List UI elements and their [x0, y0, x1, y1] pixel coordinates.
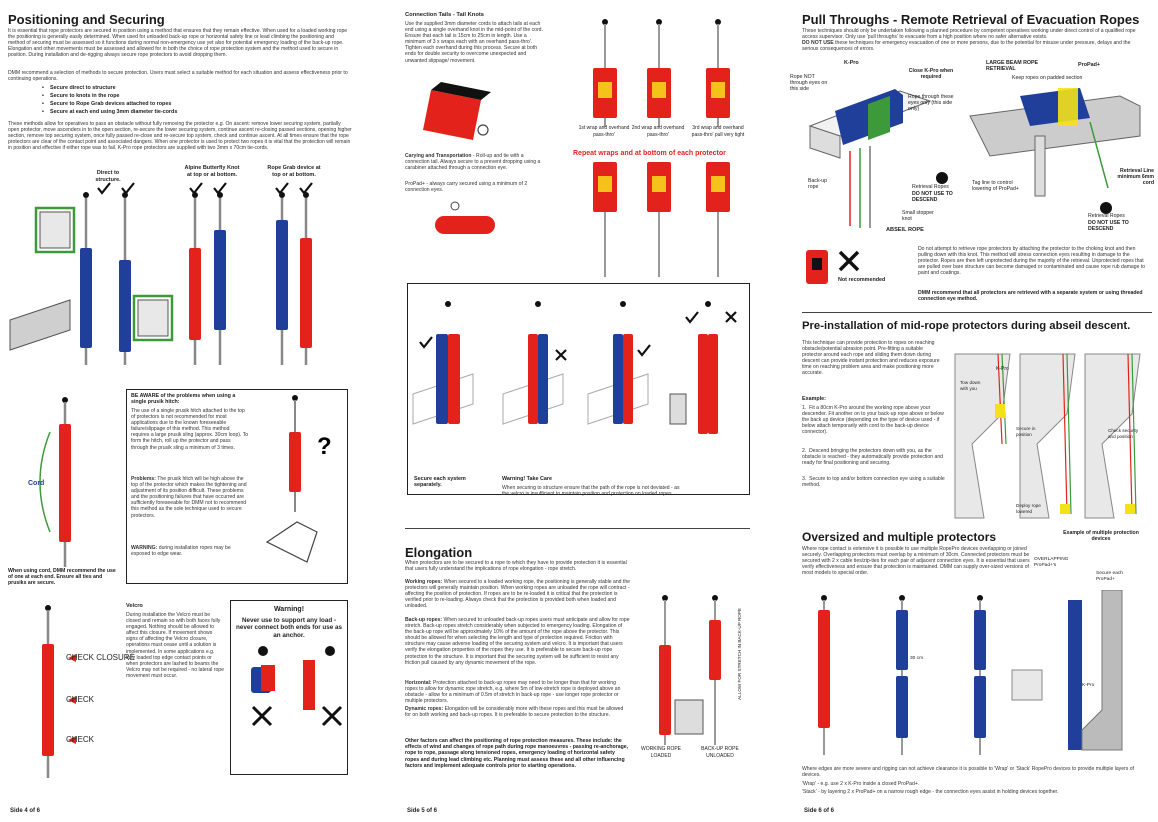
- anchor-warning-illustration: [233, 645, 345, 771]
- pre-installation-title: Pre-installation of mid-rope protectors during abseil descent.: [802, 320, 1131, 332]
- elongation-title: Elongation: [405, 545, 473, 560]
- pre-installation-text: This technique can provide protection to ropes on reaching obstacle/potential abrasion point. Pre-fitting a suitable protector around each rope and sliding them down during descent can provide instant protection and reduces exposure time on reaching problem area and make positioning more accurate.: [802, 340, 940, 377]
- step-2-text: Descend bringing the protectors down with you, as the obstacle is reached - they automatically provide protection and ready for final positioning and securing.: [802, 448, 944, 467]
- choke-knot-text: Do not attempt to retrieve rope protectors by attaching the protector to the choking knot and then pulling down with this knot. This method will stress connection eyes resulting in damage to the protector. Ropes are then left unprotected during the majority of the retrieval. Unprotected ropes that are pulled over bare structure can become damaged or contaminated and cause rope rub damage to paint and coatings.: [918, 246, 1146, 277]
- propad-carry-text: ProPad+ - always carry secured using a minimum of 2 connection eyes.: [405, 181, 528, 194]
- secure-position-label: Secure in position: [1016, 426, 1036, 437]
- method-label-butterfly: Alpine Butterfly Knot at top or at bottom.: [184, 165, 240, 178]
- page-footer: Side 6 of 6: [804, 808, 835, 814]
- horizontal-text: Protection attached to back-up ropes may need to be longer than that for working ropes to allow for dynamic rope stretch, e.g. where 5m of low-stretch rope is deployed above an obstacle - allow for a minimum of 0.5m of stretch in back-up rope - use longer rope protector or multiple protectors.: [405, 680, 621, 705]
- oversized-title: Oversized and multiple protectors: [802, 530, 997, 544]
- anchor-warning-text: Never use to support any load - never connect both ends for use as an anchor.: [235, 617, 343, 639]
- divider: [405, 528, 750, 529]
- multi-kpro-label: K-Pro: [1082, 683, 1095, 688]
- list-item: • Secure to knots in the rope: [38, 92, 177, 100]
- backup-rope-caption: BACK-UP ROPE UNLOADED: [701, 746, 739, 759]
- cord-caption: When using cord, DMM recommend the use of one at each end. Ensure all ties and prusiks are secure.: [8, 568, 116, 587]
- secure-caption: Secure each system separately.: [414, 476, 466, 489]
- check-security-label: Check security and position: [1108, 428, 1139, 439]
- repeat-wraps-label: Repeat wraps and at bottom of each protector: [573, 150, 726, 157]
- tag-line-label: Tag line to control lowering of ProPad+: [972, 180, 1019, 193]
- anchor-warning-box: [230, 600, 348, 775]
- rolled-protector-illustration: [423, 80, 513, 150]
- problems-text: The prusik hitch will be high above the top of the protector which makes the tightening and adjustment of its position difficult. These problems and the positioning failures that have occurred are sufficiently foreseeable for DMM not to recommend this method as the sole technique used to secure protectors.: [131, 476, 247, 519]
- wrap-label-1: 1st wrap and overhand pass-thro': [578, 125, 630, 138]
- small-stopper-label: Small stopper knot: [902, 210, 934, 223]
- prusik-title: BE AWARE of the problems when using a single prusik hitch:: [131, 393, 236, 406]
- abseil-kpro-label: K-Pro: [996, 366, 1009, 372]
- propad-carry-illustration: [425, 196, 515, 256]
- securing-methods-list: [38, 84, 177, 116]
- oversized-text: Where rope contact is extensive it is possible to use multiple RopePro devices overlapping or joined securely. Overlapping protectors must overlap by a minimum of 30cm. Connected protectors must be secured with 2 x cable ties/zip-ties for each pair of adjacent connection eyes. It is essential that users verify effectiveness and ensure that protection is maintained. DMM can supply over-sized versions of most models to special order.: [802, 546, 1030, 577]
- structure-securing-box: [407, 283, 750, 498]
- retrieval-ropes-label: Retrieval Ropes: [1088, 213, 1125, 219]
- do-not-descend-label: DO NOT USE TO DESCEND: [1088, 220, 1129, 232]
- do-not-descend-label: DO NOT USE TO DESCEND: [912, 191, 953, 203]
- check-label: CHECK: [66, 695, 95, 704]
- list-item: • Secure direct to structure: [38, 84, 177, 92]
- tails-title: Connection Tails - Tail Knots: [405, 12, 485, 18]
- rope-through-label: Rope through these eyes only (this side only): [908, 94, 954, 113]
- tails-text: Use the supplied 3mm diameter cords to attach tails at each end using a single overhand knot in the mid-point of the cord. Ensure that each tail is 15cm to 25cm in length. Use a minimum of 3 x wraps each with an overhand pass-thro'. Tighten each overhand during this process. Secure at both ends for double security to overcome unexpected and unwanted slippage/ movement.: [405, 21, 543, 64]
- securing-methods-illustration: [0, 180, 395, 380]
- take-care-title: Warning! Take Care: [502, 476, 553, 482]
- deploy-rope-label: Deploy rope lowered: [1016, 503, 1041, 514]
- warning-text: during installation ropes may be exposed to edge wear.: [131, 545, 231, 558]
- retrieval-ropes-label: Retrieval Ropes: [912, 184, 949, 190]
- velcro-text: During installation the Velcro must be closed and remain so with both faces fully engaged. Nothing should be allowed to affect this closure. If movement shows signs of affecting the Velcro closure, operations must cease until a solution is implemented. In some applications e.g. fully loaded top edge contact points or when protectors are lashed to beams the Velcro may not be required - no lateral rope movement must occur.: [126, 612, 224, 679]
- horizontal-label: Horizontal:: [405, 680, 432, 686]
- prusik-illustration: [247, 392, 345, 580]
- pull-through-title: Pull Throughs - Remote Retrieval of Evacuation Ropes: [802, 12, 1140, 27]
- page-side-6: [790, 0, 1158, 822]
- not-recommended-label: Not recommended: [838, 277, 886, 283]
- list-item: • Secure at each end using 3mm diameter tie-cords: [38, 108, 177, 116]
- velcro-title: Velcro: [126, 603, 143, 609]
- step-2: 2. Descend bringing the protectors down with you, as the obstacle is reached - they automatically provide protection and ready for final positioning and securing.: [802, 448, 944, 467]
- stack-definition: 'Stack' - by layering 2 x ProPad+ on a narrow rough edge - the connection eyes assist in holding devices together.: [802, 789, 1059, 795]
- working-rope-caption: WORKING ROPE LOADED: [641, 746, 682, 759]
- backup-label: Back-up ropes:: [405, 617, 443, 623]
- prusik-text: The use of a single prusik hitch attached to the top of protectors is not recommended for most applications due to the known foreseeable failure/slippage of this method. This method requires a large prusik sling (approx. 30cm loop). To form the hitch, roll up the protector and pass through the prusik sling a minimum of 3 times.: [131, 408, 249, 451]
- obstacle-text: These methods allow for operatives to pass an obstacle without fully removing the protector e.g. On ascent: remove lower securing system, partially open protector, move ascenders in to the open section, re-secure the lower securing system, continue ascent re-closing passed sections, opening higher section, remove top securing system, once fully passed re-close and re-secure top system, check and continue ascent. At all times ensure that the rope protectors are clear of the contact point and associated dangers. When one protector is used to protect two ropes it is vital that the protection will remain in position and effective if either rope was to fail. K-Pro rope protectors are supplied with two 3mm x 70cm tie-cords.: [8, 121, 352, 152]
- wrap-definition: 'Wrap' - e.g. use 2 x K-Pro inside a closed ProPad+.: [802, 781, 920, 787]
- do-not-use-text: these techniques for emergency evacuation of one or more persons, due to the potential for misuse under pressure, delays and the serious consequences of errors.: [802, 40, 1131, 53]
- do-not-use-label: DO NOT USE: [802, 40, 834, 46]
- method-label-direct: Direct to structure.: [95, 170, 121, 183]
- wrap-label-3: 3rd wrap and overhand pass-thro' pull very tight: [691, 125, 745, 138]
- page-title: Positioning and Securing: [8, 12, 165, 27]
- propad-label: ProPad+: [1078, 62, 1101, 68]
- dmm-recommend-text: DMM recommend a selection of methods to secure protection. Users must select a suitable method for each situation and assess effectiveness prior to continuing operations.: [8, 70, 348, 83]
- overlapping-label: OVERLAPPING ProPad+'s: [1034, 557, 1069, 568]
- 30cm-label: 30 cm: [910, 656, 924, 661]
- wrap-stack-text: Where edges are more severe and rigging can not achieve clearance it is possible to 'Wrap' or 'Stack' RopePro devices to provide multiple layers of devices.: [802, 766, 1134, 779]
- retrieval-line-label: Retrieval Line minimum 6mm cord: [1117, 168, 1154, 187]
- page-footer: Side 4 of 6: [10, 808, 41, 814]
- check-label: CHECK: [66, 735, 95, 744]
- close-kpro-label: Close K-Pro when required: [908, 68, 954, 81]
- list-item: • Secure to Rope Grab devices attached to ropes: [38, 100, 177, 108]
- elongation-intro: When protectors are to be secured to a rope to which they have to provide protection it is essential that users fully understand the implications of rope elongation - rope stretch.: [405, 560, 627, 573]
- working-label: Working ropes:: [405, 579, 443, 585]
- carry-text: - Roll-up and tie with a connection tail. Always secure to a prevent dropping using a carabiner attached through a connection eye.: [405, 153, 541, 172]
- intro-text: It is essential that rope protectors are secured in position using a method that ensures that they remain effective. When used for a loaded working rope the positioning is generally easily determined. When used for unloaded back-up rope or horizontal safety line or lead climbing the positioning and method of securing must be assessed so it functions during normal non-emergency use yet also for potential emergency loading of the back-up rope. Elongation and other movements must be assessed and allowed for in both the choice of rope protection system and the method used to secure in position. During installation and de-rigging always secure rope protectors to avoid dropping them.: [8, 28, 348, 59]
- working-text: When secured to a loaded working rope, the positioning is generally stable and the protectors will generally maintain position. When working ropes are unloaded the rope will contract - affecting the position of protection. If ropes are to be re-loaded it is critical that the protection is verified prior to re-loading. Always check that the protection is provided both when loaded and unloaded.: [405, 579, 631, 610]
- rope-not-through-label: Rope NOT through eyes on this side: [790, 74, 828, 93]
- backup-text: When secured to unloaded back-up ropes users must anticipate and allow for rope stretch. Back-up ropes stretch considerably when subjected to emergency loading. Elongation of the back-up rope will be approximately 10% of the amount of the rope above the protector. This should be allowed for when selecting the length and type of protection required. Friction with structure may cause adverse loading of the securing system and velcro. It is important that users verify the elongation properties of the ropes they use. It is preferable to secure back-up rope protection to the structure. It is important that the securing system will be sufficient to resist any friction pull caused by any dynamic movement of the rope.: [405, 617, 630, 666]
- page-side-4: [0, 0, 395, 822]
- dynamic-text: Elongation will be considerably more with these ropes and this must be allowed for on both working and back-up ropes. It is preferable to secure protection to the structure.: [405, 706, 624, 719]
- warning-label: WARNING:: [131, 545, 158, 551]
- allow-stretch-label: ALLOW FOR STRETCH IN BACK-UP ROPE: [737, 608, 742, 700]
- not-recommended-illustration: [802, 244, 878, 292]
- step-3-text: Secure to top and/or bottom connection eye using a suitable method.: [802, 476, 945, 489]
- svg-text:?: ?: [317, 433, 332, 460]
- step-3: 3. Secure to top and/or bottom connection eye using a suitable method.: [802, 476, 945, 489]
- dynamic-label: Dynamic ropes:: [405, 706, 444, 712]
- large-beam-label: LARGE BEAM ROPE RETRIEVAL: [986, 60, 1039, 73]
- kpro-label: K-Pro: [844, 60, 859, 66]
- dmm-retrieval-text: DMM recommend that all protectors are retrieved with a separate system or using threaded connection eye method.: [918, 290, 1143, 303]
- pull-through-text: These techniques should only be undertaken following a planned procedure by competent operatives working under direct control of a qualified rope access supervisor. Only use 'pull throughs' to evacuate from a high position where no safer alternative exists.: [802, 28, 1136, 41]
- divider: [802, 312, 1152, 313]
- example-multiple-label: Example of multiple protection devices: [1063, 530, 1139, 543]
- multiple-protectors-illustration: [802, 590, 1158, 760]
- tail-knot-sequence-illustration: [543, 12, 783, 282]
- method-label-rope-grab: Rope Grab device at top or at bottom.: [267, 165, 321, 178]
- back-up-rope-label: Back-up rope: [808, 178, 828, 191]
- cord-illustration: [10, 392, 110, 572]
- velcro-illustration: [20, 600, 120, 780]
- keep-ropes-label: Keep ropes on padded section: [1012, 75, 1083, 81]
- anchor-warning-title: Warning!: [273, 606, 305, 613]
- check-closure-label: CHECK CLOSURE: [66, 653, 135, 662]
- problems-label: Problems:: [131, 476, 156, 482]
- abseil-rope-label: ABSEIL ROPE: [886, 227, 924, 233]
- structure-securing-illustration: [408, 284, 748, 444]
- step-1-text: Fit a 80cm K-Pro around the working rope above your descender. Fit another on to your back-up rope above or below the back up device (depending on the type of device used - if below attach temporarily with cord to the back-up device connector).: [802, 405, 944, 436]
- wrap-label-2: 2nd wrap and overhand pass-thro': [631, 125, 685, 138]
- page-footer: Side 5 of 6: [407, 808, 438, 814]
- example-label: Example:: [802, 396, 826, 402]
- carry-title: Carying and Transportation: [405, 153, 472, 159]
- secure-each-label: Secure each ProPad+: [1096, 571, 1123, 582]
- other-factors-text: Other factors can affect the positioning of rope protection measures. These include: the effects of wind and changes of rope path during rope manoeuvres - passing re-anchorage, rope to rope, passage along tensioned ropes, emergency loading of horizontal safety ropes and during lead climbing etc. Planning must assess these and all other influencing factors and implement adequate controls prior to starting operations.: [405, 738, 629, 769]
- cord-label: Cord: [28, 480, 45, 487]
- prusik-warning-box: [126, 389, 348, 584]
- tow-down-label: Tow down with you: [960, 380, 981, 391]
- take-care-text: When securing to structure ensure that the path of the rope is not deviated - as the velcro is insufficient to maintain position and protection on loaded ropes.: [502, 485, 680, 498]
- page-side-5: [395, 0, 790, 822]
- step-1: 1. Fit a 80cm K-Pro around the working rope above your descender. Fit another on to your back-up rope above or below the back up device (depending on the type of device used - if below attach temporarily with cord to the back-up device connector).: [802, 405, 944, 436]
